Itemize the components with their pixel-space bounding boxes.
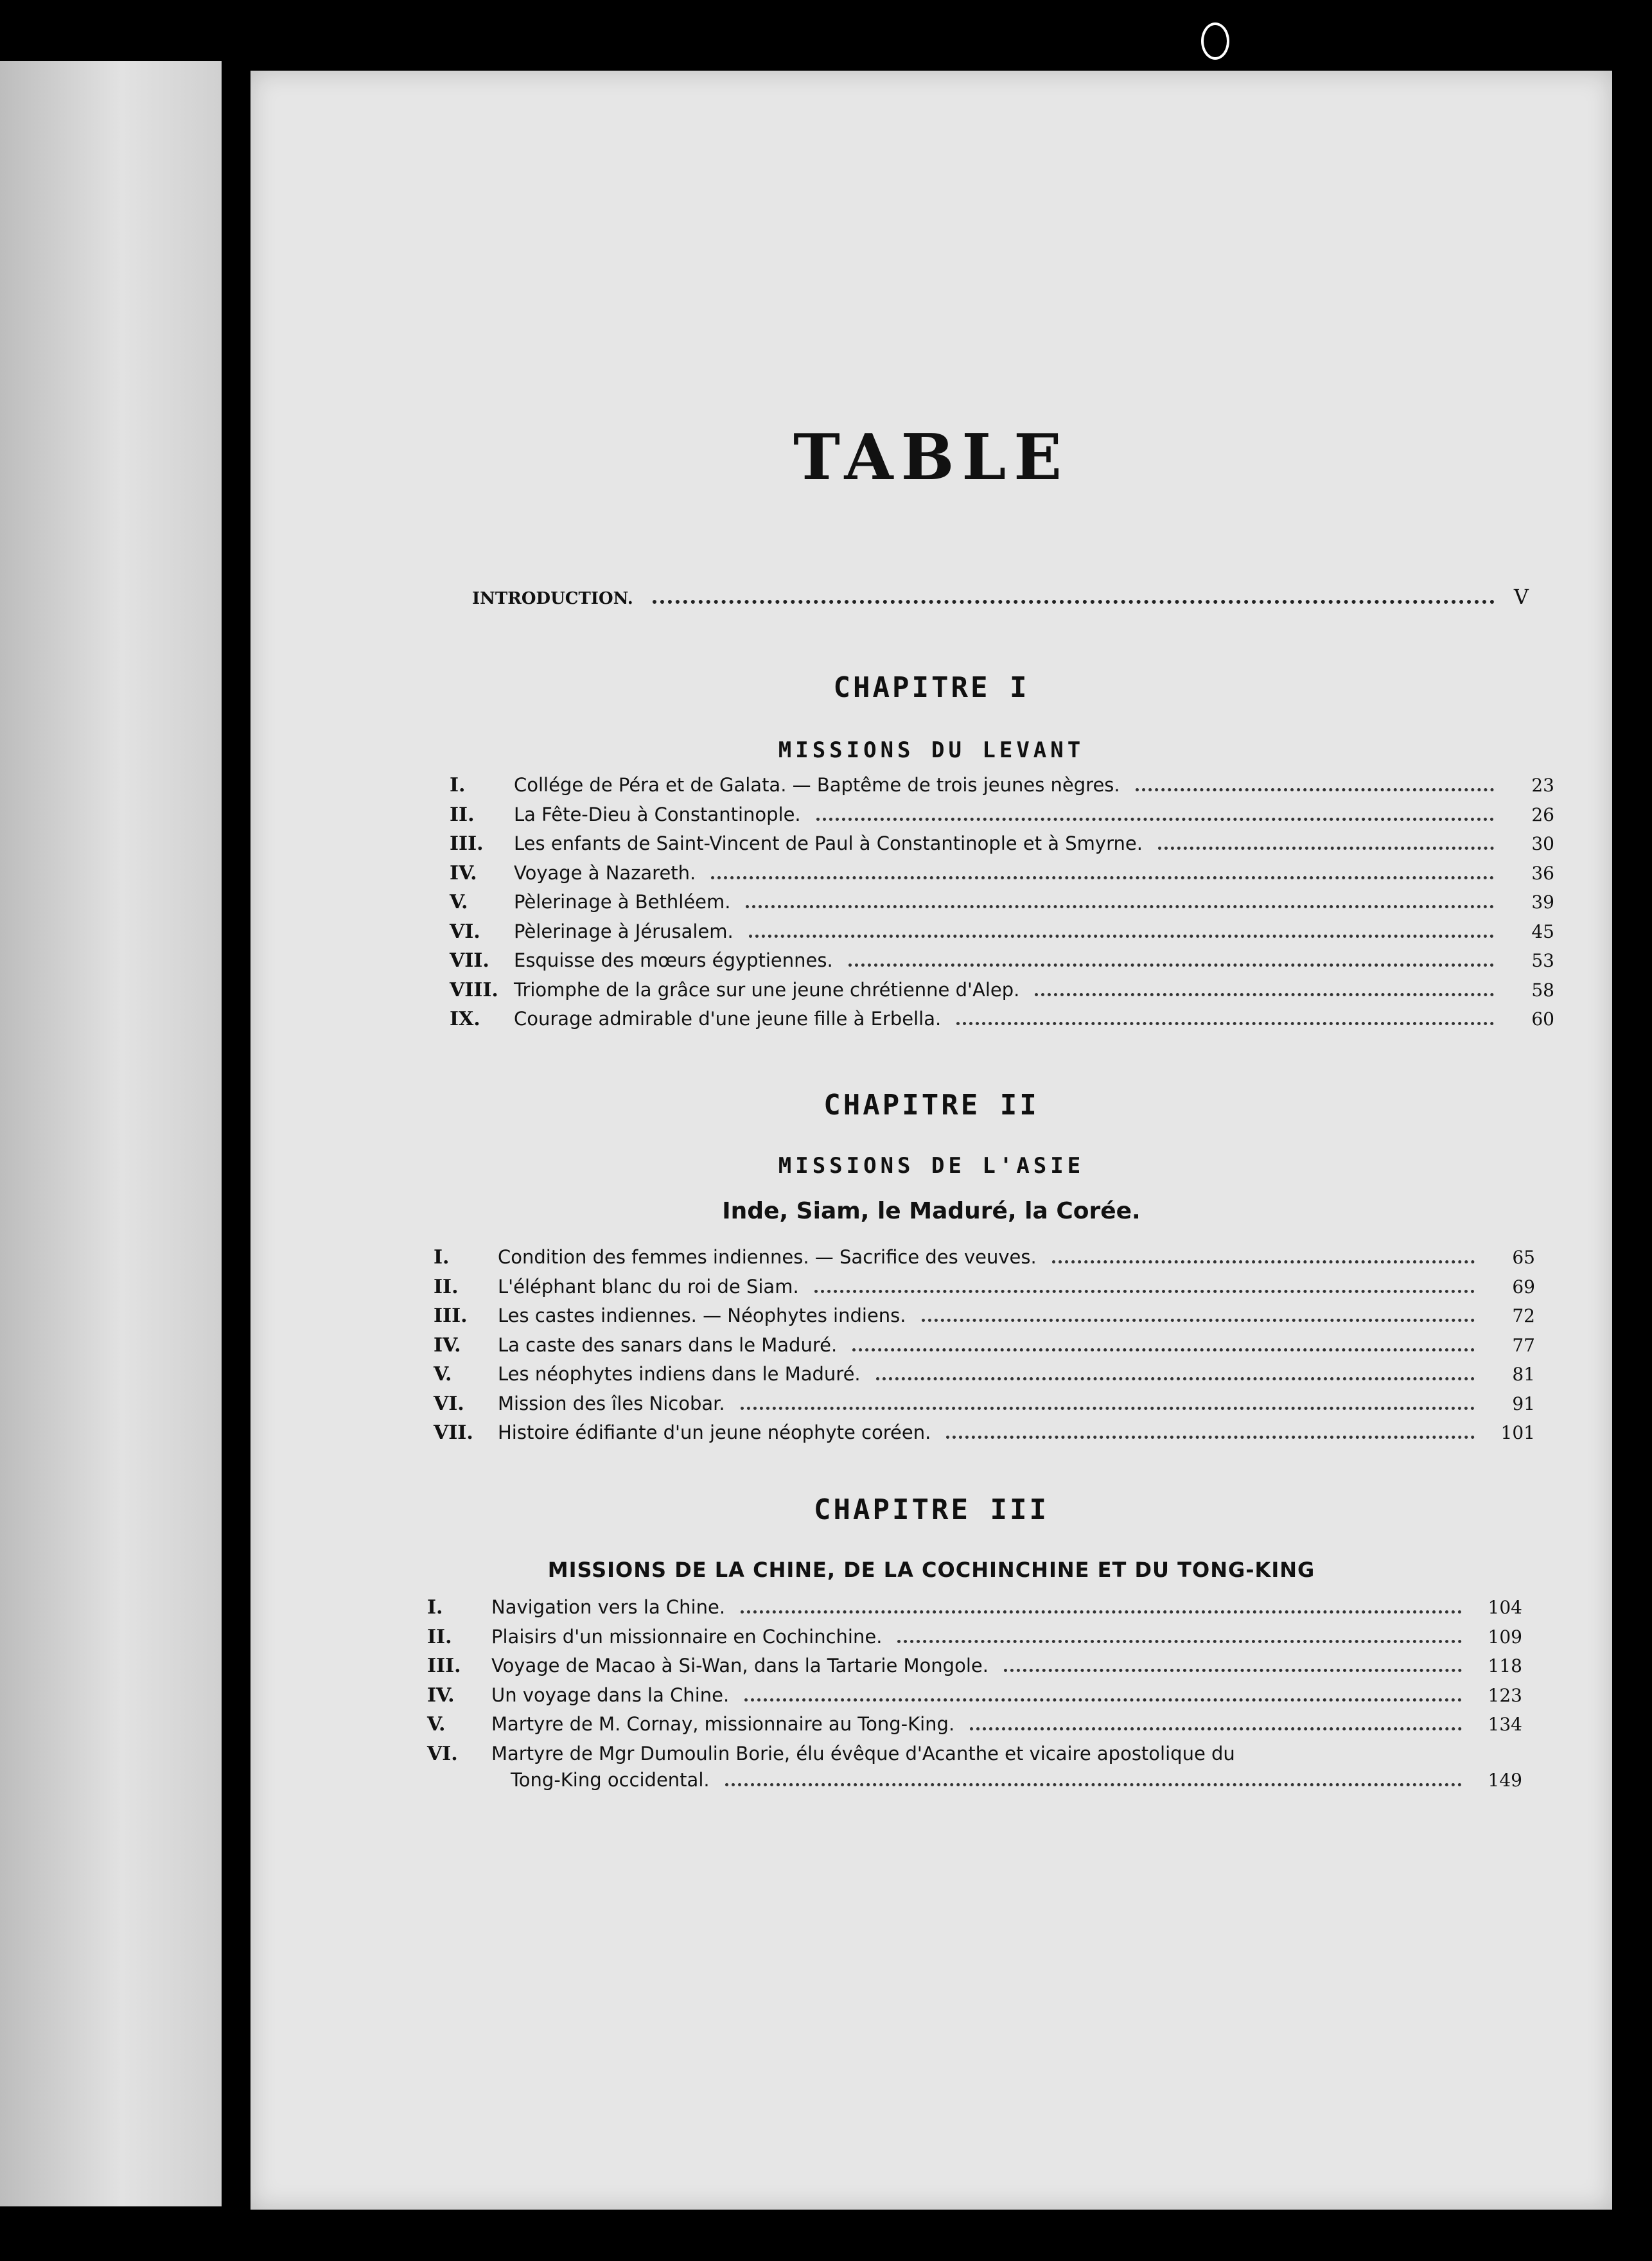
facing-page-edge xyxy=(0,61,222,2206)
entry-number: IV. xyxy=(427,1684,455,1707)
entry-page: 53 xyxy=(1531,950,1554,971)
entry-page: 58 xyxy=(1531,979,1554,1001)
entry-page: 134 xyxy=(1488,1714,1522,1735)
toc-entry xyxy=(427,1743,1522,1795)
toc-entry xyxy=(427,1655,1522,1684)
entry-title: Navigation vers la Chine. xyxy=(491,1596,726,1618)
entry-title: Plaisirs d'un missionnaire en Cochinchine. xyxy=(491,1625,883,1648)
entry-title: La caste des sanars dans le Maduré. xyxy=(498,1333,838,1356)
entry-page: 118 xyxy=(1488,1655,1522,1676)
entry-page: 149 xyxy=(1488,1769,1522,1791)
entry-title: Pèlerinage à Jérusalem. xyxy=(514,920,734,942)
toc-entry xyxy=(427,1626,1522,1655)
toc-entry xyxy=(434,1305,1535,1334)
entry-title: Les néophytes indiens dans le Maduré. xyxy=(498,1363,861,1385)
dot-leader xyxy=(922,1314,1475,1322)
entry-page: 69 xyxy=(1512,1276,1535,1298)
chapter-2-entries xyxy=(434,1246,1535,1451)
entry-number: VIII. xyxy=(450,978,498,1001)
entry-number: I. xyxy=(434,1246,450,1269)
dot-leader xyxy=(653,594,1495,604)
chapter-heading: CHAPITRE III xyxy=(814,1493,1049,1526)
toc-entry xyxy=(434,1393,1535,1422)
entry-number: II. xyxy=(427,1625,452,1648)
entry-page: 77 xyxy=(1512,1334,1535,1356)
dot-leader xyxy=(852,1343,1475,1351)
entry-title: Mission des îles Nicobar. xyxy=(498,1392,725,1414)
entry-page: 101 xyxy=(1500,1422,1535,1443)
entry-continuation xyxy=(427,1769,1522,1791)
dot-leader xyxy=(746,900,1494,908)
entry-page: 23 xyxy=(1531,775,1554,796)
dot-leader xyxy=(1004,1664,1462,1672)
entry-page: 39 xyxy=(1531,892,1554,913)
entry-number: I. xyxy=(450,774,466,796)
entry-number: V. xyxy=(450,891,468,913)
toc-entry xyxy=(434,1421,1535,1451)
toc-entry xyxy=(427,1684,1522,1714)
missions-heading: MISSIONS DU LEVANT xyxy=(778,737,1085,763)
entry-page: 65 xyxy=(1512,1247,1535,1268)
toc-entry xyxy=(450,804,1554,833)
entry-page: 109 xyxy=(1488,1626,1522,1648)
entry-title: Condition des femmes indiennes. — Sacrifice des veuves. xyxy=(498,1246,1037,1268)
entry-title: Les castes indiennes. — Néophytes indiens. xyxy=(498,1305,906,1326)
missions-heading: MISSIONS DE LA CHINE, DE LA COCHINCHINE ET DU TONG-KING xyxy=(547,1558,1315,1582)
introduction-label: INTRODUCTION. xyxy=(472,589,633,608)
chapter-1-entries xyxy=(450,774,1554,1037)
entry-number: III. xyxy=(450,832,484,855)
chapter-3-entries xyxy=(427,1596,1522,1795)
entry-page: 60 xyxy=(1531,1008,1554,1030)
entry-page: 30 xyxy=(1531,833,1554,854)
entry-page: 91 xyxy=(1512,1393,1535,1414)
entry-number: III. xyxy=(434,1305,468,1327)
dot-leader xyxy=(741,1605,1462,1614)
entry-title: Histoire édifiante d'un jeune néophyte coréen. xyxy=(498,1421,931,1443)
entry-title: Courage admirable d'une jeune fille à Erbella. xyxy=(514,1008,942,1030)
entry-title: Voyage de Macao à Si-Wan, dans la Tartarie Mongole. xyxy=(491,1655,989,1676)
scan-mark xyxy=(1201,22,1229,60)
entry-number: VI. xyxy=(450,920,480,943)
entry-title: Pèlerinage à Bethléem. xyxy=(514,891,731,913)
entry-page: 104 xyxy=(1488,1597,1522,1618)
entry-page: 72 xyxy=(1512,1305,1535,1326)
toc-entry xyxy=(450,920,1554,950)
entry-number: III. xyxy=(427,1655,461,1677)
entry-title: Martyre de M. Cornay, missionnaire au Tong-King. xyxy=(491,1713,955,1735)
chapter-heading: CHAPITRE II xyxy=(823,1089,1039,1122)
page-title: TABLE xyxy=(793,421,1070,495)
entry-page: 123 xyxy=(1488,1684,1522,1706)
entry-title: Voyage à Nazareth. xyxy=(514,861,696,884)
entry-number: V. xyxy=(427,1713,446,1736)
introduction-page: V xyxy=(1513,585,1529,609)
entry-title: Esquisse des mœurs égyptiennes. xyxy=(514,949,833,971)
toc-entry xyxy=(434,1334,1535,1364)
entry-number: I. xyxy=(427,1596,443,1619)
dot-leader xyxy=(946,1430,1475,1439)
entry-number: IV. xyxy=(434,1333,461,1357)
toc-entry xyxy=(450,891,1554,920)
entry-title: Les enfants de Saint-Vincent de Paul à Constantinople et à Smyrne. xyxy=(514,832,1143,854)
dot-leader xyxy=(1136,783,1494,791)
entry-title: Un voyage dans la Chine. xyxy=(491,1684,730,1706)
dot-leader xyxy=(749,929,1494,938)
toc-entry xyxy=(450,832,1554,862)
toc-entry xyxy=(427,1596,1522,1626)
toc-entry xyxy=(450,979,1554,1008)
toc-entry xyxy=(450,774,1554,804)
entry-page: 36 xyxy=(1531,862,1554,884)
entry-page: 26 xyxy=(1531,804,1554,825)
toc-entry xyxy=(434,1363,1535,1393)
dot-leader xyxy=(1158,841,1494,850)
dot-leader xyxy=(816,813,1494,821)
dot-leader xyxy=(725,1778,1462,1786)
toc-entry xyxy=(450,1008,1554,1037)
table-of-contents-page xyxy=(250,71,1612,2210)
dot-leader xyxy=(741,1402,1475,1410)
entry-page: 45 xyxy=(1531,920,1554,942)
entry-number: V. xyxy=(434,1363,452,1386)
dot-leader xyxy=(970,1722,1462,1730)
entry-title: Martyre de Mgr Dumoulin Borie, élu évêque d'Acanthe et vicaire apostolique du xyxy=(491,1742,1235,1764)
entry-title: Collége de Péra et de Galata. — Baptême de trois jeunes nègres. xyxy=(514,774,1120,796)
entry-title-continuation: Tong-King occidental. xyxy=(511,1768,710,1791)
toc-entry xyxy=(450,862,1554,892)
dot-leader xyxy=(876,1372,1475,1380)
toc-entry xyxy=(427,1713,1522,1743)
entry-page: 81 xyxy=(1512,1364,1535,1385)
entry-title: L'éléphant blanc du roi de Siam. xyxy=(498,1275,799,1298)
entry-number: II. xyxy=(450,803,475,826)
dot-leader xyxy=(744,1693,1462,1702)
region-subheading: Inde, Siam, le Maduré, la Corée. xyxy=(722,1198,1141,1224)
entry-number: II. xyxy=(434,1275,459,1298)
dot-leader xyxy=(814,1285,1475,1293)
entry-number: VII. xyxy=(434,1421,473,1444)
dot-leader xyxy=(956,1017,1494,1025)
entry-number: VI. xyxy=(427,1742,458,1765)
entry-number: IX. xyxy=(450,1008,480,1030)
entry-number: VII. xyxy=(450,949,489,972)
entry-number: IV. xyxy=(450,861,477,884)
entry-number: VI. xyxy=(434,1392,464,1415)
toc-entry xyxy=(434,1276,1535,1305)
missions-heading: MISSIONS DE L'ASIE xyxy=(778,1153,1085,1179)
toc-entry xyxy=(434,1246,1535,1276)
dot-leader xyxy=(1052,1255,1475,1263)
introduction-entry xyxy=(472,585,1529,609)
dot-leader xyxy=(711,871,1494,879)
toc-entry xyxy=(450,949,1554,979)
entry-title: La Fête-Dieu à Constantinople. xyxy=(514,803,801,825)
dot-leader xyxy=(897,1635,1462,1643)
chapter-heading: CHAPITRE I xyxy=(833,671,1030,704)
dot-leader xyxy=(848,958,1494,967)
dot-leader xyxy=(1035,988,1494,996)
entry-title: Triomphe de la grâce sur une jeune chrétienne d'Alep. xyxy=(514,978,1020,1001)
